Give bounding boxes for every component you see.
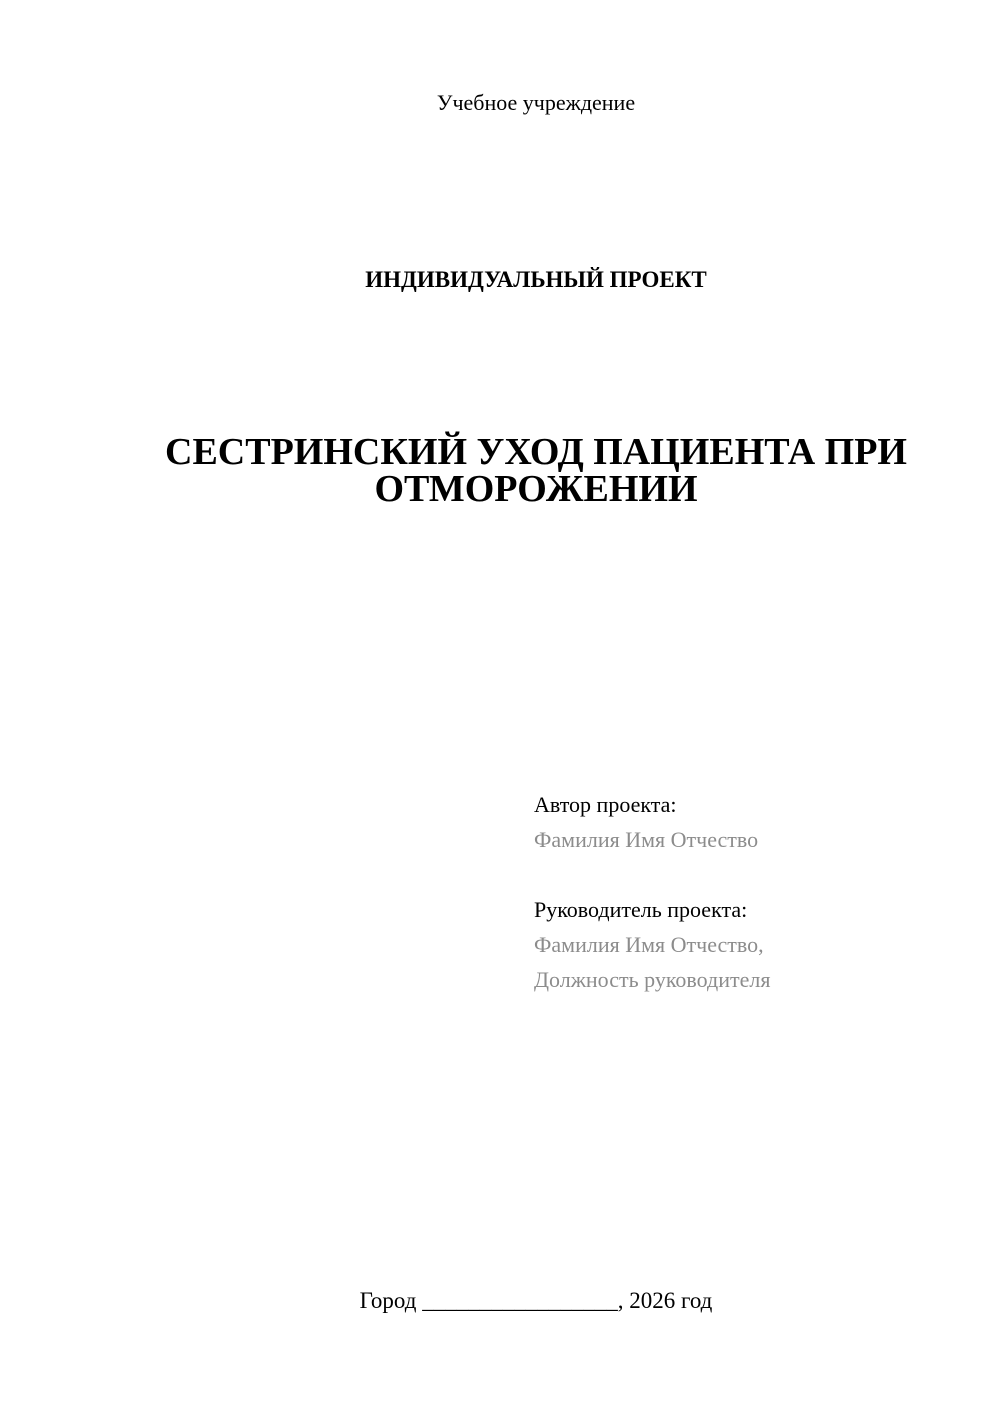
institution-name: Учебное учреждение <box>436 90 636 115</box>
supervisor-block <box>534 892 770 997</box>
supervisor-name: Фамилия Имя Отчество, <box>534 932 764 957</box>
author-label: Автор проекта: <box>534 792 677 817</box>
project-title <box>120 431 952 510</box>
year-text: , 2026 год <box>617 1288 713 1313</box>
footer-city-year <box>0 1288 1000 1314</box>
city-label: Город <box>359 1288 417 1313</box>
project-type-heading: ИНДИВИДУАЛЬНЫЙ ПРОЕКТ <box>365 267 707 292</box>
author-name: Фамилия Имя Отчество <box>534 827 759 852</box>
author-block <box>534 787 758 857</box>
supervisor-position: Должность руководителя <box>534 967 771 992</box>
city-blank: _________________ <box>422 1288 618 1313</box>
supervisor-label: Руководитель проекта: <box>534 897 748 922</box>
project-title-line-2: ОТМОРОЖЕНИИ <box>374 468 698 510</box>
project-title-line-1: СЕСТРИНСКИЙ УХОД ПАЦИЕНТА ПРИ <box>165 431 907 473</box>
